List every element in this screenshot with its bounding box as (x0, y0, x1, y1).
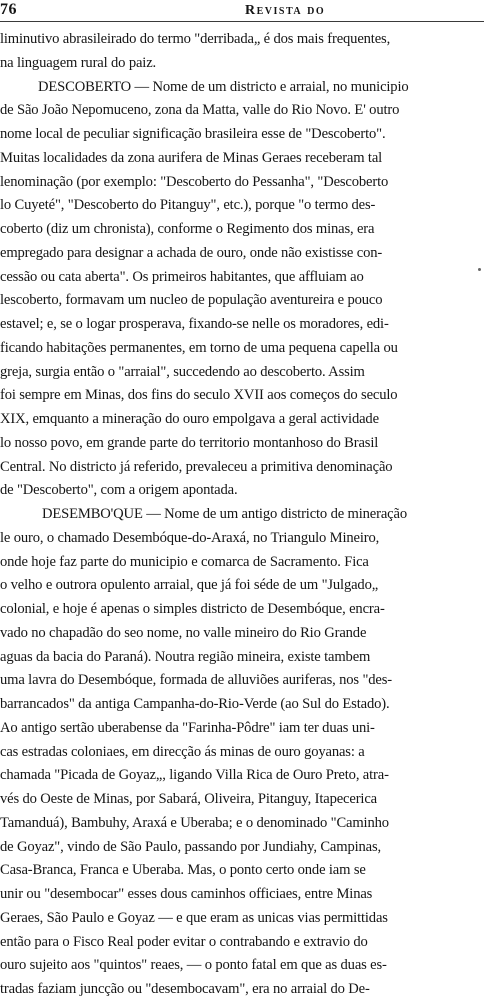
text-line: Ao antigo sertão uberabense da "Farinha-Pôdre" iam ter duas uni- (0, 719, 375, 736)
text-line: DESEMBO'QUE — Nome de um antigo districto de mineração (42, 506, 407, 522)
text-line: Casa-Branca, Franca e Uberaba. Mas, o ponto certo onde iam se (0, 862, 366, 879)
text-line: Geraes, São Paulo e Goyaz — e que eram as unicas vias permittidas (0, 909, 388, 926)
text-line: na linguagem rural do paiz. (0, 54, 157, 71)
text-line: uma lavra do Desembóque, formada de alluviões auriferas, nos "des- (0, 672, 392, 689)
text-line: tradas faziam juncção ou "desembocavam", era no arraial do De- (0, 981, 370, 997)
text-line: então para o Fisco Real poder evitar o contrabando e extravio do (0, 933, 368, 950)
text-line: coberto (diz um chronista), conforme o Regimento dos minas, era (0, 221, 375, 237)
text-line: de Goyaz", vindo de São Paulo, passando por Jundiahy, Campinas, (0, 838, 382, 855)
body-text (0, 28, 470, 1001)
text-line: ouro sujeito aos "quintos" reaes, — o ponto fatal em que as duas es- (0, 957, 387, 974)
text-line: Tamanduá), Bambuhy, Araxá e Uberaba; e o denominado "Caminho (0, 814, 389, 831)
text-line: greja, surgia então o "arraial", succedendo ao descoberto. Assim (0, 363, 365, 380)
text-line: lo Cuyeté", "Descoberto do Pitanguy", etc.), porque "o termo des- (0, 197, 376, 214)
text-line: lescoberto, formavam um nucleo de população aventureira e pouco (0, 292, 383, 309)
text-line: nome local de peculiar significação brasileira esse de "Descoberto". (0, 126, 386, 142)
text-line: colonial, e hoje é apenas o simples districto de Desembóque, encra- (0, 601, 385, 617)
text-line: liminutivo abrasileirado do termo "derribada„ é dos mais frequentes, (0, 31, 391, 47)
text-line: le ouro, o chamado Desembóque-do-Araxá, no Triangulo Mineiro, (0, 529, 380, 546)
text-line: cessão ou cata aberta". Os primeiros habitantes, que affluiam ao (0, 268, 364, 285)
text-line: lo nosso povo, em grande parte do territorio montanhoso do Brasil (0, 434, 379, 451)
text-line: empregado para designar a achada de ouro, onde não existisse con- (0, 244, 383, 261)
page-header (0, 0, 484, 22)
text-line: Muitas localidades da zona aurifera de Minas Geraes receberam tal (0, 149, 383, 166)
text-line: cas estradas coloniaes, em direcção ás minas de ouro goyanas: a (0, 743, 365, 760)
text-line: chamada "Picada de Goyaz„, ligando Villa Rica de Ouro Preto, atra- (0, 767, 389, 784)
stray-mark (478, 268, 481, 271)
text-line: onde hoje faz parte do municipio e comarca de Sacramento. Fica (0, 553, 369, 570)
text-line: Central. No districto já referido, prevaleceu a primitiva denominação (0, 458, 393, 475)
text-line: vés do Oeste de Minas, por Sabará, Oliveira, Pitanguy, Itapecerica (0, 791, 377, 807)
text-line: barrancados" da antiga Campanha-do-Rio-Verde (ao Sul do Estado). (0, 696, 390, 712)
text-line: DESCOBERTO — Nome de um districto e arraial, no municipio (38, 78, 409, 95)
text-line: lenominação (por exemplo: "Descoberto do Pessanha", "Descoberto (0, 173, 389, 190)
text-line: o velho e outrora opulento arraial, que já foi séde de um "Julgado„ (0, 577, 379, 594)
header-rule (0, 21, 484, 22)
text-line: estavel; e, se o logar prosperava, fixando-se nelle os moradores, edi- (0, 316, 389, 332)
running-head: Revista do (245, 3, 326, 18)
text-line: ficando habitações permanentes, em torno de uma pequena capella ou (0, 339, 398, 356)
text-line: de "Descoberto", com a origem apontada. (0, 482, 238, 499)
text-line: foi sempre em Minas, dos fins do seculo XVII aos começos do seculo (0, 387, 398, 404)
text-line: aguas da bacia do Paraná). Noutra região mineira, existe tambem (0, 648, 371, 665)
page-number: 76 (0, 1, 17, 18)
text-line: unir ou "desembocar" esses dous caminhos officiaes, entre Minas (0, 886, 373, 902)
text-line: vado no chapadão do seo nome, no valle mineiro do Rio Grande (0, 624, 367, 641)
text-line: XIX, emquanto a mineração do ouro empolgava a geral actividade (0, 411, 379, 427)
text-line: de São João Nepomuceno, zona da Matta, valle do Rio Novo. E' outro (0, 102, 400, 119)
